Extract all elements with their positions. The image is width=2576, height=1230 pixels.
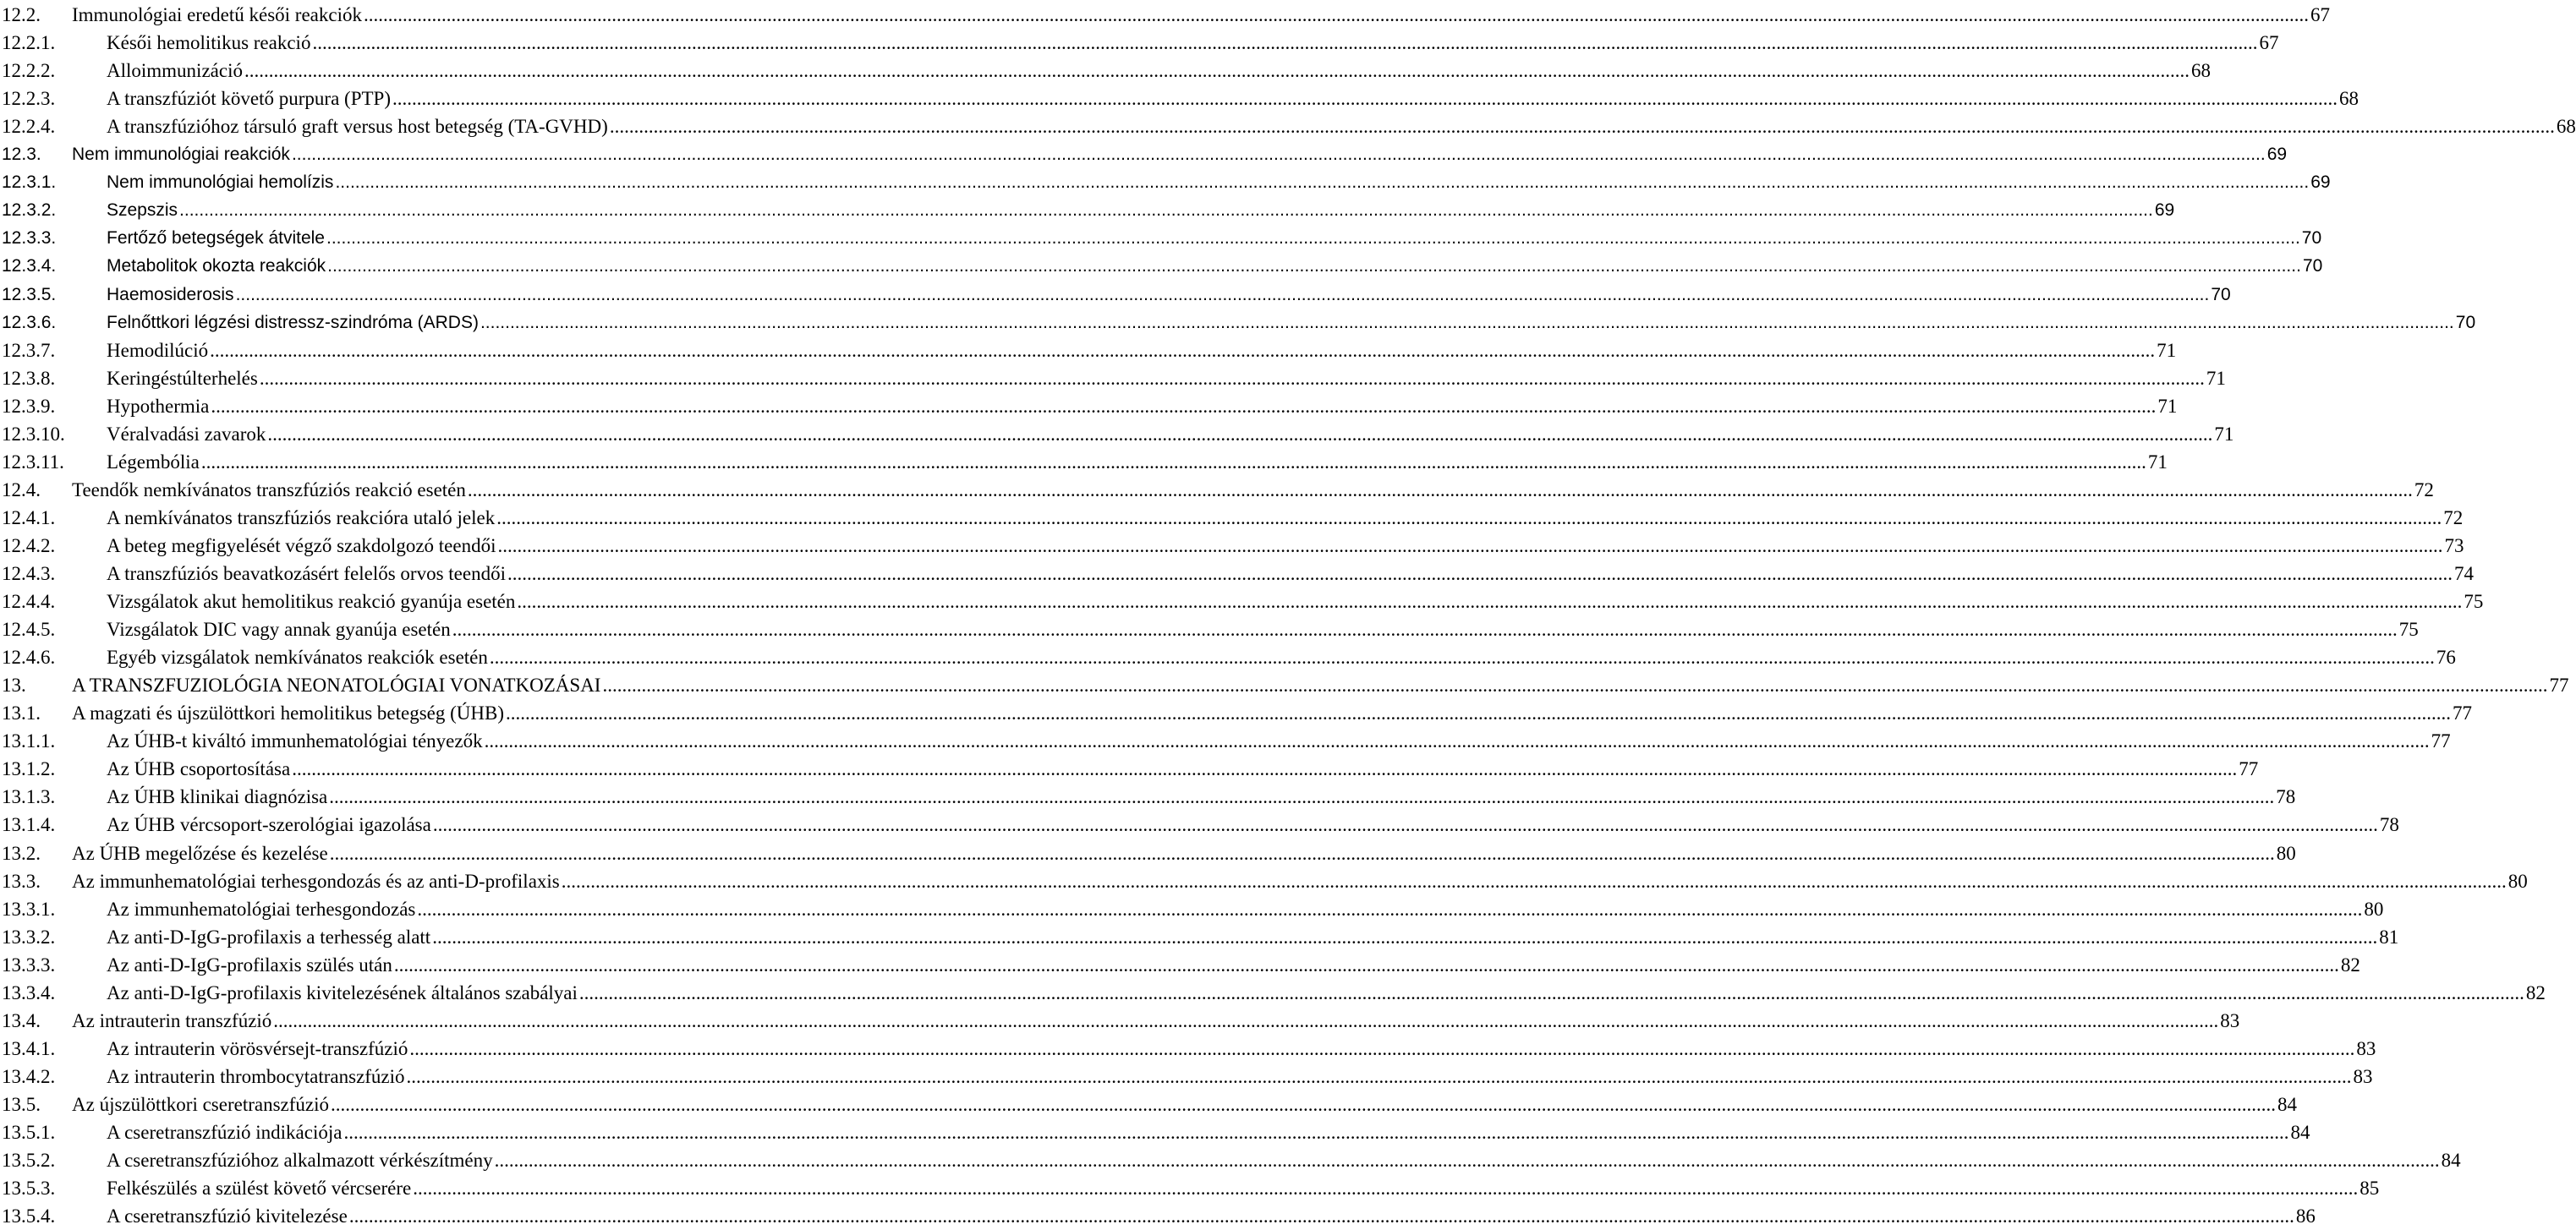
toc-entry-page-number: 83 bbox=[2353, 1065, 2373, 1087]
toc-entry-number: 13.1.1. bbox=[2, 730, 56, 752]
toc-entry-number: 13.1.4. bbox=[2, 814, 56, 836]
toc-dot-leader: ................................................................................................................................................................................................................................................................................................................................................................................................................ bbox=[335, 172, 2310, 193]
toc-entry-title: Az ÚHB csoportosítása bbox=[107, 758, 291, 780]
toc-dot-leader: ................................................................................................................................................................................................................................................................................................................................................................................................................ bbox=[331, 1093, 2276, 1115]
toc-dot-leader: ................................................................................................................................................................................................................................................................................................................................................................................................................ bbox=[497, 534, 2443, 556]
toc-dot-leader: ................................................................................................................................................................................................................................................................................................................................................................................................................ bbox=[327, 256, 2301, 276]
toc-entry-page-number: 69 bbox=[2266, 145, 2288, 165]
toc-entry-number: 13.4. bbox=[2, 1009, 41, 1031]
toc-entry-page-number: 83 bbox=[2220, 1009, 2240, 1031]
toc-entry-page-number: 77 bbox=[2431, 730, 2451, 752]
toc-entry[interactable] bbox=[0, 281, 2231, 309]
toc-entry-number: 12.3.4. bbox=[2, 256, 57, 276]
toc-entry-title: Az újszülöttkori cseretranszfúzió bbox=[72, 1093, 329, 1115]
toc-entry[interactable] bbox=[0, 252, 2323, 280]
toc-dot-leader: ................................................................................................................................................................................................................................................................................................................................................................................................................ bbox=[432, 926, 2378, 948]
toc-dot-leader: ................................................................................................................................................................................................................................................................................................................................................................................................................ bbox=[517, 591, 2463, 613]
toc-entry-page-number: 77 bbox=[2239, 758, 2259, 780]
toc-entry-number: 13.4.1. bbox=[2, 1037, 56, 1059]
toc-entry[interactable] bbox=[0, 923, 2399, 951]
toc-dot-leader: ................................................................................................................................................................................................................................................................................................................................................................................................................ bbox=[211, 395, 2157, 417]
toc-entry-title: Teendők nemkívánatos transzfúziós reakció esetén bbox=[72, 478, 466, 500]
toc-entry-page-number: 82 bbox=[2340, 954, 2360, 976]
toc-entry-title: Az ÚHB klinikai diagnózisa bbox=[107, 786, 328, 808]
toc-entry[interactable] bbox=[0, 224, 2322, 252]
toc-entry-title: Az anti-D-IgG-profilaxis kivitelezésének általános szabályai bbox=[107, 981, 578, 1003]
toc-entry[interactable] bbox=[0, 895, 2384, 923]
toc-entry-number: 12.3.2. bbox=[2, 200, 57, 221]
toc-entry-title: Haemosiderosis bbox=[107, 284, 234, 304]
toc-entry-title: Légembólia bbox=[107, 451, 200, 473]
toc-entry-number: 13.3.3. bbox=[2, 954, 56, 976]
toc-dot-leader: ................................................................................................................................................................................................................................................................................................................................................................................................................ bbox=[609, 116, 2555, 138]
toc-entry-number: 12.3.10. bbox=[2, 423, 65, 445]
toc-entry[interactable] bbox=[0, 532, 2464, 560]
toc-entry-page-number: 71 bbox=[2157, 395, 2178, 417]
toc-entry-number: 13.3.1. bbox=[2, 898, 56, 920]
toc-dot-leader: ................................................................................................................................................................................................................................................................................................................................................................................................................ bbox=[484, 730, 2430, 752]
toc-entry-page-number: 82 bbox=[2525, 981, 2546, 1003]
toc-entry[interactable] bbox=[0, 1035, 2376, 1063]
toc-entry-number: 12.3.8. bbox=[2, 367, 56, 389]
toc-entry-page-number: 71 bbox=[2157, 339, 2177, 361]
toc-dot-leader: ................................................................................................................................................................................................................................................................................................................................................................................................................ bbox=[578, 981, 2524, 1003]
toc-entry[interactable] bbox=[0, 1174, 2380, 1202]
toc-entry-page-number: 76 bbox=[2436, 647, 2456, 669]
toc-entry-page-number: 80 bbox=[2276, 842, 2296, 864]
toc-entry-number: 12.2.3. bbox=[2, 88, 56, 110]
toc-dot-leader: ................................................................................................................................................................................................................................................................................................................................................................................................................ bbox=[292, 758, 2238, 780]
toc-entry-number: 12.3.1. bbox=[2, 172, 57, 193]
toc-entry[interactable] bbox=[0, 1202, 2316, 1230]
toc-entry[interactable] bbox=[0, 951, 2360, 979]
toc-entry-title: Az intrauterin vörösvérsejt-transzfúzió bbox=[107, 1037, 408, 1059]
toc-entry-page-number: 85 bbox=[2360, 1178, 2380, 1200]
toc-entry-page-number: 70 bbox=[2301, 228, 2322, 249]
toc-entry[interactable] bbox=[0, 1118, 2310, 1146]
toc-entry-page-number: 67 bbox=[2259, 32, 2279, 54]
toc-entry-page-number: 69 bbox=[2310, 172, 2331, 193]
toc-entry-title: Az ÚHB-t kiváltó immunhematológiai tényezők bbox=[107, 730, 483, 752]
toc-entry-number: 13.5.3. bbox=[2, 1178, 56, 1200]
toc-entry-page-number: 68 bbox=[2190, 60, 2211, 82]
toc-entry-title: Hypothermia bbox=[107, 395, 210, 417]
toc-dot-leader: ................................................................................................................................................................................................................................................................................................................................................................................................................ bbox=[480, 312, 2454, 332]
toc-entry-page-number: 70 bbox=[2455, 312, 2476, 332]
toc-entry-title: A transzfúzióhoz társuló graft versus host betegség (TA-GVHD) bbox=[107, 116, 608, 138]
toc-entry-title: Hemodilúció bbox=[107, 339, 209, 361]
toc-entry-number: 12.4.2. bbox=[2, 534, 56, 556]
toc-entry[interactable] bbox=[0, 588, 2484, 615]
toc-entry[interactable] bbox=[0, 1091, 2297, 1118]
toc-dot-leader: ................................................................................................................................................................................................................................................................................................................................................................................................................ bbox=[244, 60, 2190, 82]
toc-entry-page-number: 77 bbox=[2453, 702, 2473, 724]
toc-entry-page-number: 71 bbox=[2147, 451, 2168, 473]
toc-entry-title: Nem immunológiai reakciók bbox=[72, 145, 290, 165]
toc-entry-number: 13.4.2. bbox=[2, 1065, 56, 1087]
toc-entry-title: A cseretranszfúzió indikációja bbox=[107, 1122, 343, 1143]
toc-dot-leader: ................................................................................................................................................................................................................................................................................................................................................................................................................ bbox=[326, 228, 2300, 249]
toc-entry[interactable] bbox=[0, 560, 2474, 588]
toc-entry-title: Az immunhematológiai terhesgondozás és az anti-D-profilaxis bbox=[72, 870, 560, 892]
toc-entry[interactable] bbox=[0, 448, 2168, 476]
toc-entry-page-number: 71 bbox=[2206, 367, 2226, 389]
toc-entry[interactable] bbox=[0, 755, 2259, 783]
toc-entry-page-number: 84 bbox=[2290, 1122, 2310, 1143]
toc-entry-title: A cseretranszfúzió kivitelezése bbox=[107, 1205, 348, 1227]
toc-entry-page-number: 77 bbox=[2549, 675, 2569, 697]
toc-entry-title: Alloimmunizáció bbox=[107, 60, 243, 82]
toc-dot-leader: ................................................................................................................................................................................................................................................................................................................................................................................................................ bbox=[602, 675, 2548, 697]
toc-entry-page-number: 78 bbox=[2276, 786, 2296, 808]
toc-entry-number: 12.4.5. bbox=[2, 619, 56, 641]
toc-entry[interactable] bbox=[0, 336, 2177, 364]
toc-entry-title: Az anti-D-IgG-profilaxis szülés után bbox=[107, 954, 392, 976]
toc-entry-number: 13.5. bbox=[2, 1093, 41, 1115]
toc-dot-leader: ................................................................................................................................................................................................................................................................................................................................................................................................................ bbox=[393, 954, 2339, 976]
toc-entry[interactable] bbox=[0, 979, 2546, 1007]
toc-entry-number: 13.5.2. bbox=[2, 1150, 56, 1172]
toc-entry-title: A beteg megfigyelését végző szakdolgozó teendői bbox=[107, 534, 496, 556]
toc-entry-number: 12.4. bbox=[2, 478, 41, 500]
toc-entry-title: Immunológiai eredetű késői reakciók bbox=[72, 4, 362, 25]
toc-dot-leader: ................................................................................................................................................................................................................................................................................................................................................................................................................ bbox=[507, 563, 2453, 584]
toc-entry-page-number: 70 bbox=[2211, 284, 2231, 304]
toc-dot-leader: ................................................................................................................................................................................................................................................................................................................................................................................................................ bbox=[409, 1037, 2355, 1059]
toc-entry-title: Az immunhematológiai terhesgondozás bbox=[107, 898, 416, 920]
toc-entry-page-number: 80 bbox=[2364, 898, 2384, 920]
toc-dot-leader: ................................................................................................................................................................................................................................................................................................................................................................................................................ bbox=[561, 870, 2507, 892]
toc-entry-page-number: 72 bbox=[2414, 478, 2434, 500]
toc-entry-title: A magzati és újszülöttkori hemolitikus betegség (ÚHB) bbox=[72, 702, 505, 724]
toc-entry-title: Felnőttkori légzési distressz-szindróma (ARDS) bbox=[107, 312, 479, 332]
toc-entry[interactable] bbox=[0, 1063, 2373, 1091]
toc-dot-leader: ................................................................................................................................................................................................................................................................................................................................................................................................................ bbox=[348, 1205, 2294, 1227]
toc-entry-title: Az ÚHB megelőzése és kezelése bbox=[72, 842, 328, 864]
toc-entry[interactable] bbox=[0, 839, 2296, 867]
toc-dot-leader: ................................................................................................................................................................................................................................................................................................................................................................................................................ bbox=[329, 842, 2275, 864]
toc-dot-leader: ................................................................................................................................................................................................................................................................................................................................................................................................................ bbox=[494, 1150, 2440, 1172]
toc-entry-title: Felkészülés a szülést követő vércserére bbox=[107, 1178, 412, 1200]
toc-entry-title: A transzfúziós beavatkozásért felelős orvos teendői bbox=[107, 563, 506, 584]
toc-entry-page-number: 72 bbox=[2443, 506, 2464, 528]
toc-entry-page-number: 75 bbox=[2398, 619, 2419, 641]
toc-dot-leader: ................................................................................................................................................................................................................................................................................................................................................................................................................ bbox=[179, 200, 2153, 221]
toc-dot-leader: ................................................................................................................................................................................................................................................................................................................................................................................................................ bbox=[417, 898, 2363, 920]
toc-entry[interactable] bbox=[0, 168, 2331, 196]
toc-dot-leader: ................................................................................................................................................................................................................................................................................................................................................................................................................ bbox=[210, 339, 2156, 361]
toc-entry-title: A transzfúziót követő purpura (PTP) bbox=[107, 88, 391, 110]
toc-entry-number: 13.3.4. bbox=[2, 981, 56, 1003]
toc-entry-number: 13.1.3. bbox=[2, 786, 56, 808]
toc-entry-page-number: 67 bbox=[2310, 4, 2330, 25]
toc-entry-number: 13.1. bbox=[2, 702, 41, 724]
toc-entry-title: Keringéstúlterhelés bbox=[107, 367, 258, 389]
toc-entry-title: Véralvadási zavarok bbox=[107, 423, 266, 445]
toc-entry-title: Az ÚHB vércsoport-szerológiai igazolása bbox=[107, 814, 431, 836]
toc-dot-leader: ................................................................................................................................................................................................................................................................................................................................................................................................................ bbox=[235, 284, 2210, 304]
toc-entry-page-number: 69 bbox=[2154, 200, 2175, 221]
toc-entry-number: 12.3.6. bbox=[2, 312, 57, 332]
toc-entry-page-number: 70 bbox=[2302, 256, 2323, 276]
toc-entry-page-number: 73 bbox=[2444, 534, 2464, 556]
toc-entry-number: 13.3. bbox=[2, 870, 41, 892]
toc-entry-number: 12.3.9. bbox=[2, 395, 56, 417]
toc-entry[interactable] bbox=[0, 727, 2451, 755]
toc-entry-page-number: 80 bbox=[2507, 870, 2528, 892]
toc-entry-page-number: 84 bbox=[2277, 1093, 2297, 1115]
toc-dot-leader: ................................................................................................................................................................................................................................................................................................................................................................................................................ bbox=[267, 423, 2213, 445]
toc-entry[interactable] bbox=[0, 85, 2359, 112]
toc-entry[interactable] bbox=[0, 392, 2178, 420]
toc-entry-page-number: 71 bbox=[2214, 423, 2234, 445]
toc-entry-number: 13.3.2. bbox=[2, 926, 56, 948]
toc-entry-page-number: 75 bbox=[2464, 591, 2484, 613]
toc-entry[interactable] bbox=[0, 699, 2473, 727]
toc-dot-leader: ................................................................................................................................................................................................................................................................................................................................................................................................................ bbox=[273, 1009, 2219, 1031]
toc-entry-title: Nem immunológiai hemolízis bbox=[107, 172, 334, 193]
toc-entry-page-number: 74 bbox=[2453, 563, 2474, 584]
toc-entry-title: Vizsgálatok akut hemolitikus reakció gyanúja esetén bbox=[107, 591, 516, 613]
toc-entry-number: 12.3.3. bbox=[2, 228, 57, 249]
toc-entry[interactable] bbox=[0, 504, 2464, 532]
toc-entry-title: Az intrauterin transzfúzió bbox=[72, 1009, 272, 1031]
toc-entry-title: Az anti-D-IgG-profilaxis a terhesség alatt bbox=[107, 926, 431, 948]
toc-entry[interactable] bbox=[0, 364, 2226, 392]
toc-entry-number: 12.2.1. bbox=[2, 32, 56, 54]
toc-entry[interactable] bbox=[0, 783, 2296, 811]
toc-entry-title: Egyéb vizsgálatok nemkívánatos reakciók esetén bbox=[107, 647, 488, 669]
toc-dot-leader: ................................................................................................................................................................................................................................................................................................................................................................................................................ bbox=[467, 478, 2413, 500]
toc-entry-number: 13. bbox=[2, 675, 26, 697]
toc-dot-leader: ................................................................................................................................................................................................................................................................................................................................................................................................................ bbox=[259, 367, 2205, 389]
toc-entry-title: A TRANSZFUZIOLÓGIA NEONATOLÓGIAI VONATKOZÁSAI bbox=[72, 675, 601, 697]
toc-entry-number: 12.3. bbox=[2, 145, 41, 165]
toc-entry-title: A nemkívánatos transzfúziós reakcióra utaló jelek bbox=[107, 506, 496, 528]
toc-entry-number: 12.2. bbox=[2, 4, 41, 25]
toc-entry-number: 12.4.6. bbox=[2, 647, 56, 669]
toc-entry[interactable] bbox=[0, 29, 2279, 57]
toc-dot-leader: ................................................................................................................................................................................................................................................................................................................................................................................................................ bbox=[329, 786, 2275, 808]
toc-entry-number: 12.4.4. bbox=[2, 591, 56, 613]
toc-dot-leader: ................................................................................................................................................................................................................................................................................................................................................................................................................ bbox=[496, 506, 2442, 528]
toc-entry-page-number: 81 bbox=[2379, 926, 2399, 948]
toc-dot-leader: ................................................................................................................................................................................................................................................................................................................................................................................................................ bbox=[489, 647, 2435, 669]
toc-entry-number: 12.2.4. bbox=[2, 116, 56, 138]
toc-entry-number: 12.4.3. bbox=[2, 563, 56, 584]
toc-entry[interactable] bbox=[0, 140, 2288, 168]
toc-entry-number: 12.3.7. bbox=[2, 339, 56, 361]
toc-entry-title: A cseretranszfúzióhoz alkalmazott vérkészítmény bbox=[107, 1150, 493, 1172]
toc-entry[interactable] bbox=[0, 671, 2569, 699]
toc-entry[interactable] bbox=[0, 867, 2528, 895]
toc-entry-page-number: 84 bbox=[2441, 1150, 2461, 1172]
toc-entry-number: 12.3.5. bbox=[2, 284, 57, 304]
toc-dot-leader: ................................................................................................................................................................................................................................................................................................................................................................................................................ bbox=[291, 145, 2266, 165]
toc-entry[interactable] bbox=[0, 811, 2399, 839]
toc-entry[interactable] bbox=[0, 1146, 2461, 1174]
toc-dot-leader: ................................................................................................................................................................................................................................................................................................................................................................................................................ bbox=[432, 814, 2378, 836]
toc-entry[interactable] bbox=[0, 643, 2456, 671]
toc-dot-leader: ................................................................................................................................................................................................................................................................................................................................................................................................................ bbox=[392, 88, 2338, 110]
toc-dot-leader: ................................................................................................................................................................................................................................................................................................................................................................................................................ bbox=[363, 4, 2309, 25]
toc-dot-leader: ................................................................................................................................................................................................................................................................................................................................................................................................................ bbox=[506, 702, 2452, 724]
toc-entry[interactable] bbox=[0, 476, 2434, 504]
toc-entry-title: Vizsgálatok DIC vagy annak gyanúja esetén bbox=[107, 619, 451, 641]
toc-entry-page-number: 68 bbox=[2556, 116, 2576, 138]
toc-entry-page-number: 83 bbox=[2356, 1037, 2376, 1059]
toc-entry-title: Késői hemolitikus reakció bbox=[107, 32, 311, 54]
toc-entry-number: 13.1.2. bbox=[2, 758, 56, 780]
toc-dot-leader: ................................................................................................................................................................................................................................................................................................................................................................................................................ bbox=[452, 619, 2398, 641]
toc-dot-leader: ................................................................................................................................................................................................................................................................................................................................................................................................................ bbox=[312, 32, 2258, 54]
toc-entry-number: 13.5.1. bbox=[2, 1122, 56, 1143]
toc-entry[interactable] bbox=[0, 615, 2419, 643]
toc-entry-number: 12.2.2. bbox=[2, 60, 56, 82]
toc-entry-page-number: 68 bbox=[2338, 88, 2359, 110]
toc-dot-leader: ................................................................................................................................................................................................................................................................................................................................................................................................................ bbox=[343, 1122, 2289, 1143]
toc-entry-title: Az intrauterin thrombocytatranszfúzió bbox=[107, 1065, 405, 1087]
toc-entry-title: Szepszis bbox=[107, 200, 178, 221]
toc-entry[interactable] bbox=[0, 1, 2330, 29]
toc-entry[interactable] bbox=[0, 420, 2234, 448]
toc-entry[interactable] bbox=[0, 57, 2211, 85]
toc-entry[interactable] bbox=[0, 112, 2576, 140]
toc-entry[interactable] bbox=[0, 196, 2175, 224]
toc-entry-number: 13.5.4. bbox=[2, 1205, 56, 1227]
toc-entry[interactable] bbox=[0, 1007, 2240, 1035]
toc-dot-leader: ................................................................................................................................................................................................................................................................................................................................................................................................................ bbox=[413, 1178, 2359, 1200]
toc-entry-title: Metabolitok okozta reakciók bbox=[107, 256, 326, 276]
toc-entry-number: 12.3.11. bbox=[2, 451, 64, 473]
toc-dot-leader: ................................................................................................................................................................................................................................................................................................................................................................................................................ bbox=[200, 451, 2146, 473]
toc-entry[interactable] bbox=[0, 309, 2476, 336]
toc-entry-page-number: 86 bbox=[2295, 1205, 2316, 1227]
toc-entry-number: 13.2. bbox=[2, 842, 41, 864]
toc-entry-page-number: 78 bbox=[2379, 814, 2399, 836]
toc-entry-title: Fertőző betegségek átvitele bbox=[107, 228, 325, 249]
toc-entry-number: 12.4.1. bbox=[2, 506, 56, 528]
toc-dot-leader: ................................................................................................................................................................................................................................................................................................................................................................................................................ bbox=[406, 1065, 2352, 1087]
